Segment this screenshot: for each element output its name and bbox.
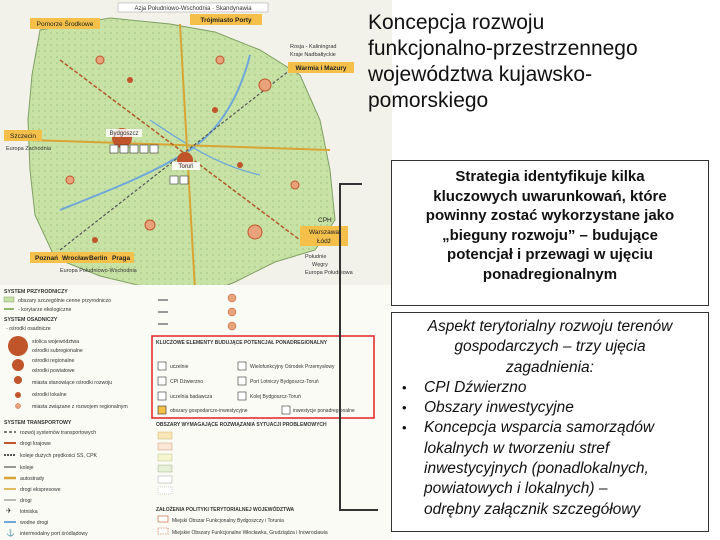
svg-text:Południe: Południe [305, 254, 327, 260]
svg-text:Węgry: Węgry [312, 262, 328, 268]
svg-text:- korytarze ekologiczne: - korytarze ekologiczne [18, 307, 72, 313]
svg-text:OBSZARY WYMAGAJĄCE ROZWIĄZANIA: OBSZARY WYMAGAJĄCE ROZWIĄZANIA SYTUACJI PROBLEMOWYCH [156, 422, 327, 428]
svg-text:obszary gospodarczo-inwestycyj: obszary gospodarczo-inwestycyjne [170, 408, 248, 414]
bullet-icon: • [402, 400, 407, 416]
map-label-bydgoszcz: Bydgoszcz [109, 131, 139, 137]
slide-title [368, 10, 708, 114]
svg-text:Rosja - Kaliningrad: Rosja - Kaliningrad [290, 44, 337, 50]
bullet-text-3b: lokalnych w tworzeniu stref [424, 439, 610, 457]
box2-intro [400, 317, 700, 378]
svg-text:ośrodki regionalne: ośrodki regionalne [32, 358, 75, 364]
bullet-icon: • [402, 420, 407, 436]
bullet-icon: • [402, 379, 407, 395]
box1-line-1: Strategia identyfikuje kilka [455, 168, 645, 185]
title-line-3: województwa kujawsko- [368, 63, 593, 86]
svg-text:Berlin: Berlin [89, 255, 108, 262]
svg-text:Pomorze Środkowe: Pomorze Środkowe [36, 21, 94, 28]
svg-text:drogi ekspresowe: drogi ekspresowe [20, 487, 61, 493]
svg-text:Poznań: Poznań [35, 255, 59, 262]
svg-text:obszary szczególnie cenne przy: obszary szczególnie cenne przyrodniczo [18, 298, 112, 304]
svg-text:Miejskie Obszary Funkcjonalne: Miejskie Obszary Funkcjonalne Włocławka, Grudziądza i Inowrocławia [172, 530, 328, 536]
svg-text:rozwój systemów transportowych: rozwój systemów transportowych [20, 430, 97, 436]
box2-intro-1: Aspekt terytorialny rozwoju terenów [427, 318, 673, 335]
svg-text:Europa Południowa: Europa Południowa [305, 270, 353, 276]
svg-text:Kraje Nadbałtyckie: Kraje Nadbałtyckie [290, 52, 336, 58]
svg-text:Wrocław: Wrocław [62, 255, 89, 262]
bullet-text-2: Obszary inwestycyjne [424, 399, 574, 417]
box2-bullet-list [400, 378, 700, 520]
svg-text:- ośrodki osadnicze: - ośrodki osadnicze [6, 326, 51, 332]
svg-text:Warmia i Mazury: Warmia i Mazury [295, 65, 347, 72]
bullet-text-1: CPI Dźwierzno [424, 378, 527, 396]
neighbor-warmia [288, 62, 354, 73]
list-item [402, 378, 700, 398]
svg-text:Wielofunkcyjny Ośrodek Przemys: Wielofunkcyjny Ośrodek Przemysłowy [250, 364, 335, 370]
svg-text:inwestycje ponadregionalne: inwestycje ponadregionalne [293, 408, 355, 414]
svg-text:wodne drogi: wodne drogi [20, 520, 49, 526]
svg-text:drogi krajowe: drogi krajowe [20, 441, 51, 447]
svg-text:CPI Dźwierzno: CPI Dźwierzno [170, 379, 204, 385]
svg-text:stolica województwa: stolica województwa [32, 339, 79, 345]
neighbor-trojmiasto [190, 14, 262, 25]
neighbor-top-banner [118, 3, 268, 12]
svg-text:KLUCZOWE ELEMENTY BUDUJĄCE POT: KLUCZOWE ELEMENTY BUDUJĄCE POTENCJAŁ PONADREGIONALNY [156, 340, 328, 346]
svg-text:SYSTEM OSADNICZY: SYSTEM OSADNICZY [4, 317, 58, 323]
svg-text:uczelnia badawcza: uczelnia badawcza [170, 394, 213, 400]
bullet-text-3e: odrębny załącznik szczegółowy [424, 500, 641, 518]
box2-intro-3: zagadnienia: [506, 358, 594, 376]
svg-text:Europa Południowo-Wschodnia: Europa Południowo-Wschodnia [60, 268, 137, 274]
bullet-text-3a: Koncepcja wsparcia samorządów [424, 419, 655, 437]
svg-text:ZAŁOŻENIA POLITYKI TERYTORIALN: ZAŁOŻENIA POLITYKI TERYTORIALNEJ WOJEWÓDZTWA [156, 507, 295, 513]
title-line-4: pomorskiego [368, 89, 489, 112]
svg-text:miasta związane z rozwojem reg: miasta związane z rozwojem regionalnym [32, 404, 128, 410]
svg-text:Port Lotniczy Bydgoszcz-Toruń: Port Lotniczy Bydgoszcz-Toruń [250, 379, 319, 385]
box1-line-6: ponadregionalnym [482, 265, 618, 283]
svg-text:Europa Zachodnia: Europa Zachodnia [6, 146, 51, 152]
svg-text:koleje: koleje [20, 465, 34, 471]
svg-text:Łódź: Łódź [316, 238, 332, 245]
bullet-text-3c: inwestycyjnych (ponadlokalnych, [424, 460, 649, 478]
svg-text:Kolej Bydgoszcz-Toruń: Kolej Bydgoszcz-Toruń [250, 394, 301, 400]
map-label-torun: Toruń [178, 164, 194, 170]
title-line-1: Koncepcja rozwoju [368, 11, 545, 34]
territorial-aspect-box [391, 312, 709, 532]
bullet-text-3d: powiatowych i lokalnych) – [424, 480, 608, 498]
svg-text:SYSTEM TRANSPORTOWY: SYSTEM TRANSPORTOWY [4, 420, 72, 426]
title-line-2: funkcjonalno-przestrzennego [368, 37, 638, 60]
svg-text:koleje dużych prędkości SS, CP: koleje dużych prędkości SS, CPK [20, 453, 97, 459]
box1-line-4: „bieguny rozwoju” – budujące [442, 226, 658, 244]
list-item [402, 418, 700, 519]
svg-text:SYSTEM PRZYRODNICZY: SYSTEM PRZYRODNICZY [4, 289, 68, 295]
box2-intro-2: gospodarczych – trzy ujęcia [454, 338, 646, 356]
svg-text:intermodalny port śródlądowy: intermodalny port śródlądowy [20, 531, 88, 537]
neighbor-pomorze [30, 18, 100, 29]
box1-line-5: potencjał i przewagi w ujęciu [447, 246, 653, 263]
svg-text:Trójmiasto Porty: Trójmiasto Porty [200, 17, 252, 24]
svg-text:autostrady: autostrady [20, 476, 45, 482]
svg-text:ośrodki subregionalne: ośrodki subregionalne [32, 348, 83, 354]
neighbor-top-label: Azja Południowo-Wschodnia · Skandynawia [134, 6, 252, 12]
svg-text:miasta stanowiące ośrodki rozw: miasta stanowiące ośrodki rozwoju [32, 380, 113, 386]
svg-text:✈: ✈ [6, 508, 12, 515]
svg-text:CPH: CPH [318, 217, 332, 224]
box1-line-2: kluczowych uwarunkowań, które [433, 187, 667, 205]
strategy-callout-box [391, 160, 709, 306]
svg-text:Warszawa: Warszawa [308, 229, 340, 236]
svg-text:lotniska: lotniska [20, 509, 38, 515]
svg-text:drogi: drogi [20, 498, 32, 504]
svg-text:ośrodki powiatowe: ośrodki powiatowe [32, 368, 75, 374]
svg-text:Szczecin: Szczecin [9, 133, 37, 140]
box1-line-3: powinny zostać wykorzystane jako [425, 207, 675, 224]
svg-text:uczelnie: uczelnie [170, 364, 189, 370]
svg-text:Miejski Obszar Funkcjonalny By: Miejski Obszar Funkcjonalny Bydgoszczy i Torunia [172, 518, 284, 524]
svg-text:⚓: ⚓ [6, 530, 15, 537]
svg-text:ośrodki lokalne: ośrodki lokalne [32, 392, 67, 398]
list-item [402, 398, 700, 418]
svg-text:Praga: Praga [112, 255, 131, 262]
